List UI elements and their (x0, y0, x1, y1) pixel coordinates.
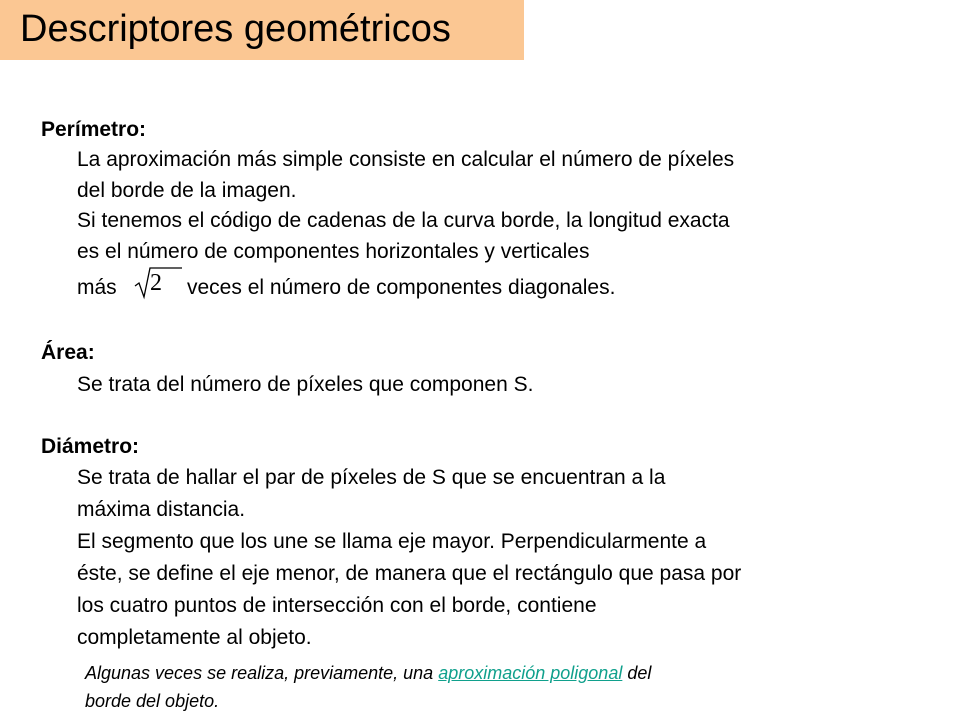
note-line-2: borde del objeto. (85, 691, 220, 711)
title-banner (0, 0, 524, 60)
diametro-line-3: El segmento que los une se llama eje mayor. Perpendicularmente a (77, 530, 707, 553)
diametro-line-2: máxima distancia. (77, 498, 246, 521)
perimetro-heading: Perímetro: (41, 118, 147, 141)
note-line-1 (85, 660, 651, 686)
area-heading: Área: (41, 341, 95, 364)
perimetro-line-5: veces el número de componentes diagonales. (187, 276, 616, 299)
page-title: Descriptores geométricos (20, 8, 451, 50)
diametro-line-4: éste, se define el eje menor, de manera que el rectángulo que pasa por (77, 562, 742, 585)
diametro-line-5: los cuatro puntos de intersección con el borde, contiene (77, 594, 597, 617)
perimetro-mas: más (77, 276, 117, 299)
diametro-line-1: Se trata de hallar el par de píxeles de S que se encuentran a la (77, 466, 666, 489)
note-prefix: Algunas veces se realiza, previamente, una (85, 663, 434, 683)
perimetro-line-4: es el número de componentes horizontales y verticales (77, 240, 590, 263)
perimetro-line-2: del borde de la imagen. (77, 179, 297, 202)
diametro-heading: Diámetro: (41, 435, 140, 458)
diametro-line-6: completamente al objeto. (77, 626, 312, 649)
sqrt-radicand: 2 (150, 270, 162, 296)
perimetro-line-1: La aproximación más simple consiste en calcular el número de píxeles (77, 148, 735, 171)
perimetro-line-3: Si tenemos el código de cadenas de la curva borde, la longitud exacta (77, 209, 730, 232)
note-suffix: del (627, 663, 652, 683)
area-line-1: Se trata del número de píxeles que componen S. (77, 373, 534, 396)
aproximacion-poligonal-link[interactable]: aproximación poligonal (438, 663, 623, 683)
